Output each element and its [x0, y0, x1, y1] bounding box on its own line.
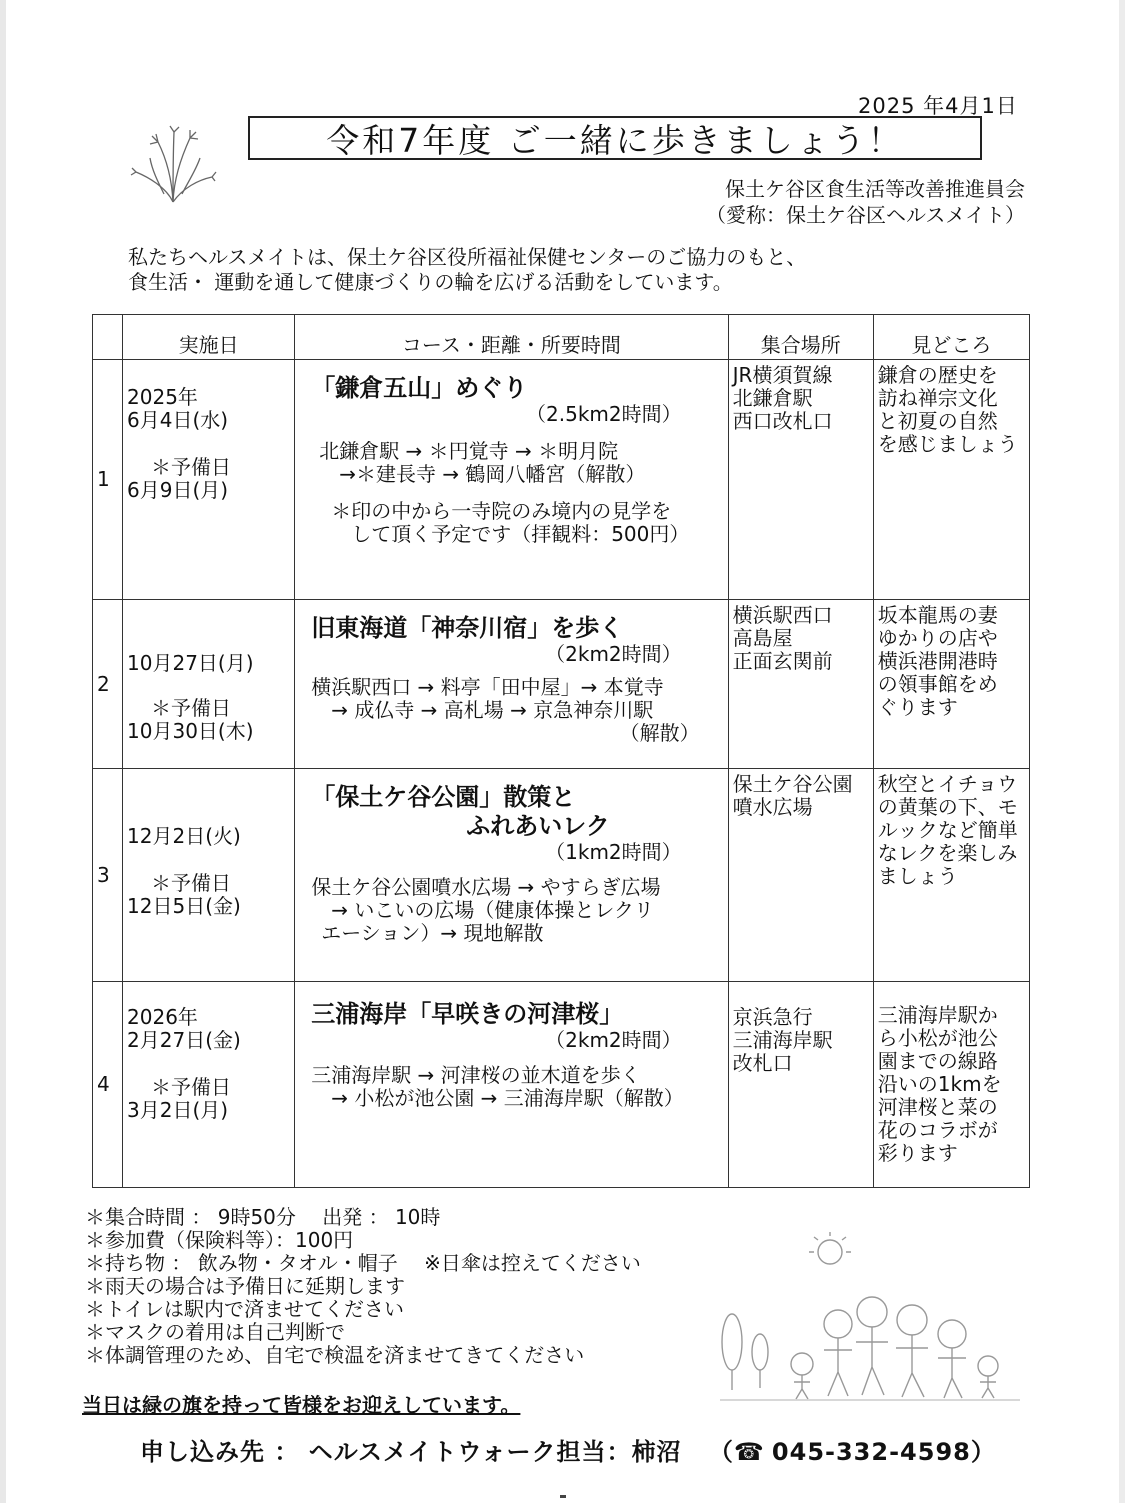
date-line: 12月2日(火) — [127, 824, 241, 848]
meeting-place — [728, 600, 873, 769]
org-nickname: （愛称：保土ケ谷区ヘルスメイト） — [706, 203, 1025, 227]
note-item: ＊集合時間 ： 9時50分 出発 ： 10時 — [85, 1205, 441, 1229]
place-line: JR横須賀線 — [732, 363, 833, 387]
note-item: ＊トイレは駅内で済ませてください — [85, 1297, 404, 1321]
walking-family-illustration — [720, 1232, 1020, 1402]
highlight-line: なレクを楽しみ — [877, 841, 1018, 865]
highlight-line: ルックなど簡単 — [877, 818, 1018, 842]
header-no — [93, 315, 123, 360]
highlight-line: ら小松が池公 — [877, 1026, 998, 1050]
route-line: （解散） — [619, 721, 700, 745]
highlight-line: 訪ね禅宗文化 — [877, 386, 998, 410]
highlight-cell — [873, 982, 1029, 1188]
contact-info: 申し込み先 ： ヘルスメイトウォーク担当：柿沼 （☎ 045-332-4598） — [140, 1438, 996, 1466]
contact-phone: 045-332-4598 — [771, 1438, 971, 1466]
highlight-line: 秋空とイチョウ — [877, 772, 1018, 796]
notes-list — [85, 1206, 641, 1367]
place-line: 正面玄関前 — [732, 649, 833, 673]
highlight-line: の領事館をめ — [877, 672, 998, 696]
course-title: ふれあいレク — [466, 812, 610, 840]
org-name: 保土ケ谷区食生活等改善推進員会 — [725, 177, 1025, 201]
route-line: → いこいの広場（健康体操とレクリ — [331, 898, 654, 922]
organization — [706, 176, 1025, 228]
date-cell — [123, 600, 295, 769]
place-line: 京浜急行 — [732, 1005, 813, 1029]
note-item: ＊マスクの着用は自己判断で — [85, 1320, 345, 1344]
course-cell — [295, 982, 728, 1188]
note-line: ＊印の中から一寺院のみ境内の見学を — [331, 499, 672, 523]
highlight-line: 鎌倉の歴史を — [877, 363, 998, 387]
table-row — [93, 982, 1030, 1188]
page-mark — [560, 1495, 566, 1498]
course-note — [311, 500, 721, 546]
course-cell — [295, 769, 728, 982]
date-line: 6月4日(水) — [127, 408, 229, 432]
backup-label: ＊予備日 — [151, 696, 232, 720]
place-line: 噴水広場 — [732, 795, 813, 819]
course-distance: （1km2時間） — [545, 840, 682, 864]
backup-label: ＊予備日 — [151, 455, 232, 479]
header-highlight: 見どころ — [873, 315, 1029, 360]
date-cell — [123, 769, 295, 982]
highlight-line: ゆかりの店や — [877, 626, 998, 650]
schedule-table — [92, 314, 1030, 1188]
place-line: 横浜駅西口 — [732, 603, 833, 627]
date-cell — [123, 360, 295, 600]
table-row — [93, 600, 1030, 769]
highlight-line: 河津桜と菜の — [877, 1095, 998, 1119]
header-date: 実施日 — [123, 315, 295, 360]
intro-line: 私たちヘルスメイトは、保土ケ谷区役所福祉保健センターのご協力のもと、 — [128, 245, 807, 269]
date-line: 2月27日(金) — [127, 1028, 241, 1052]
place-line: 高島屋 — [732, 626, 793, 650]
backup-date: 3月2日(月) — [127, 1098, 229, 1122]
flag-message: 当日は緑の旗を持って皆様をお迎えしています。 — [82, 1393, 521, 1417]
row-number: 2 — [93, 600, 123, 769]
date-line: 2025年 — [127, 385, 198, 409]
backup-date: 12日5日(金) — [127, 894, 241, 918]
place-line: 三浦海岸駅 — [732, 1028, 833, 1052]
backup-label: ＊予備日 — [151, 1075, 232, 1099]
course-cell — [295, 360, 728, 600]
highlight-line: 花のコラボが — [877, 1118, 998, 1142]
route-line: 保土ケ谷公園噴水広場 → やすらぎ広場 — [311, 875, 661, 899]
phone-icon: ☎ — [733, 1438, 765, 1466]
place-line: 北鎌倉駅 — [732, 386, 813, 410]
backup-label: ＊予備日 — [151, 871, 232, 895]
note-item: ＊参加費（保険料等）：100円 — [85, 1228, 354, 1252]
intro-text — [128, 245, 806, 295]
header-place: 集合場所 — [728, 315, 873, 360]
place-line: 西口改札口 — [732, 409, 833, 433]
contact-label: 申し込み先 ： ヘルスメイトウォーク担当：柿沼 — [140, 1438, 682, 1466]
highlight-line: 園までの線路 — [877, 1049, 998, 1073]
meeting-place — [728, 982, 873, 1188]
row-number: 3 — [93, 769, 123, 982]
page-title: 令和7年度 ご一緒に歩きましょう！ — [248, 116, 982, 160]
highlight-line: 横浜港開港時 — [877, 649, 998, 673]
meeting-place — [728, 769, 873, 982]
course-title: 「保土ケ谷公園」散策と — [311, 783, 576, 811]
route-line: →＊建長寺 → 鶴岡八幡宮（解散） — [339, 462, 646, 486]
note-item: ＊体調管理のため、自宅で検温を済ませてきてください — [85, 1343, 585, 1367]
flower-illustration — [128, 122, 218, 204]
highlight-line: 彩ります — [877, 1141, 958, 1165]
course-distance: （2.5km2時間） — [526, 402, 682, 426]
course-cell — [295, 600, 728, 769]
meeting-place — [728, 360, 873, 600]
course-route — [311, 876, 721, 945]
route-line: 北鎌倉駅 → ＊円覚寺 → ＊明月院 — [319, 439, 619, 463]
highlight-line: を感じましょう — [877, 432, 1018, 456]
route-line: エーション）→ 現地解散 — [321, 921, 544, 945]
course-route — [311, 676, 721, 745]
highlight-line: 沿いの1kmを — [877, 1072, 1002, 1096]
header-course: コース・距離・所要時間 — [295, 315, 728, 360]
intro-line: 食生活・ 運動を通して健康づくりの輪を広げる活動をしています。 — [128, 270, 733, 294]
highlight-cell — [873, 360, 1029, 600]
date-line: 2026年 — [127, 1005, 198, 1029]
course-distance: （2km2時間） — [545, 642, 682, 666]
highlight-line: の黄葉の下、モ — [877, 795, 1018, 819]
highlight-line: 坂本龍馬の妻 — [877, 603, 998, 627]
course-distance: （2km2時間） — [545, 1028, 682, 1052]
note-item: ＊雨天の場合は予備日に延期します — [85, 1274, 405, 1298]
note-line: して頂く予定です（拝観料：500円） — [351, 522, 690, 546]
note-item: ＊持ち物 ： 飲み物・タオル・帽子 ※日傘は控えてください — [85, 1251, 641, 1275]
course-title: 三浦海岸「早咲きの河津桜」 — [311, 1000, 624, 1028]
backup-date: 6月9日(月) — [127, 478, 229, 502]
highlight-cell — [873, 769, 1029, 982]
table-header-row — [93, 315, 1030, 360]
highlight-cell — [873, 600, 1029, 769]
backup-date: 10月30日(木) — [127, 719, 254, 743]
issue-date: 2025 年4月1日 — [858, 94, 1018, 118]
course-title: 「鎌倉五山」めぐり — [311, 374, 528, 402]
course-route — [311, 440, 721, 486]
highlight-line: ましょう — [877, 864, 958, 888]
date-cell — [123, 982, 295, 1188]
course-route — [311, 1064, 721, 1110]
place-line: 改札口 — [732, 1051, 793, 1075]
course-title: 旧東海道「神奈川宿」を歩く — [311, 614, 624, 642]
row-number: 4 — [93, 982, 123, 1188]
highlight-line: と初夏の自然 — [877, 409, 998, 433]
table-row — [93, 360, 1030, 600]
highlight-line: 三浦海岸駅か — [877, 1003, 998, 1027]
route-line: → 小松が池公園 → 三浦海岸駅（解散） — [331, 1086, 684, 1110]
place-line: 保土ケ谷公園 — [732, 772, 853, 796]
route-line: → 成仏寺 → 高札場 → 京急神奈川駅 — [331, 698, 654, 722]
route-line: 三浦海岸駅 → 河津桜の並木道を歩く — [311, 1063, 641, 1087]
route-line: 横浜駅西口 → 料亭「田中屋」→ 本覚寺 — [311, 675, 664, 699]
date-line: 10月27日(月) — [127, 651, 254, 675]
table-row — [93, 769, 1030, 982]
row-number: 1 — [93, 360, 123, 600]
highlight-line: ぐります — [877, 695, 958, 719]
